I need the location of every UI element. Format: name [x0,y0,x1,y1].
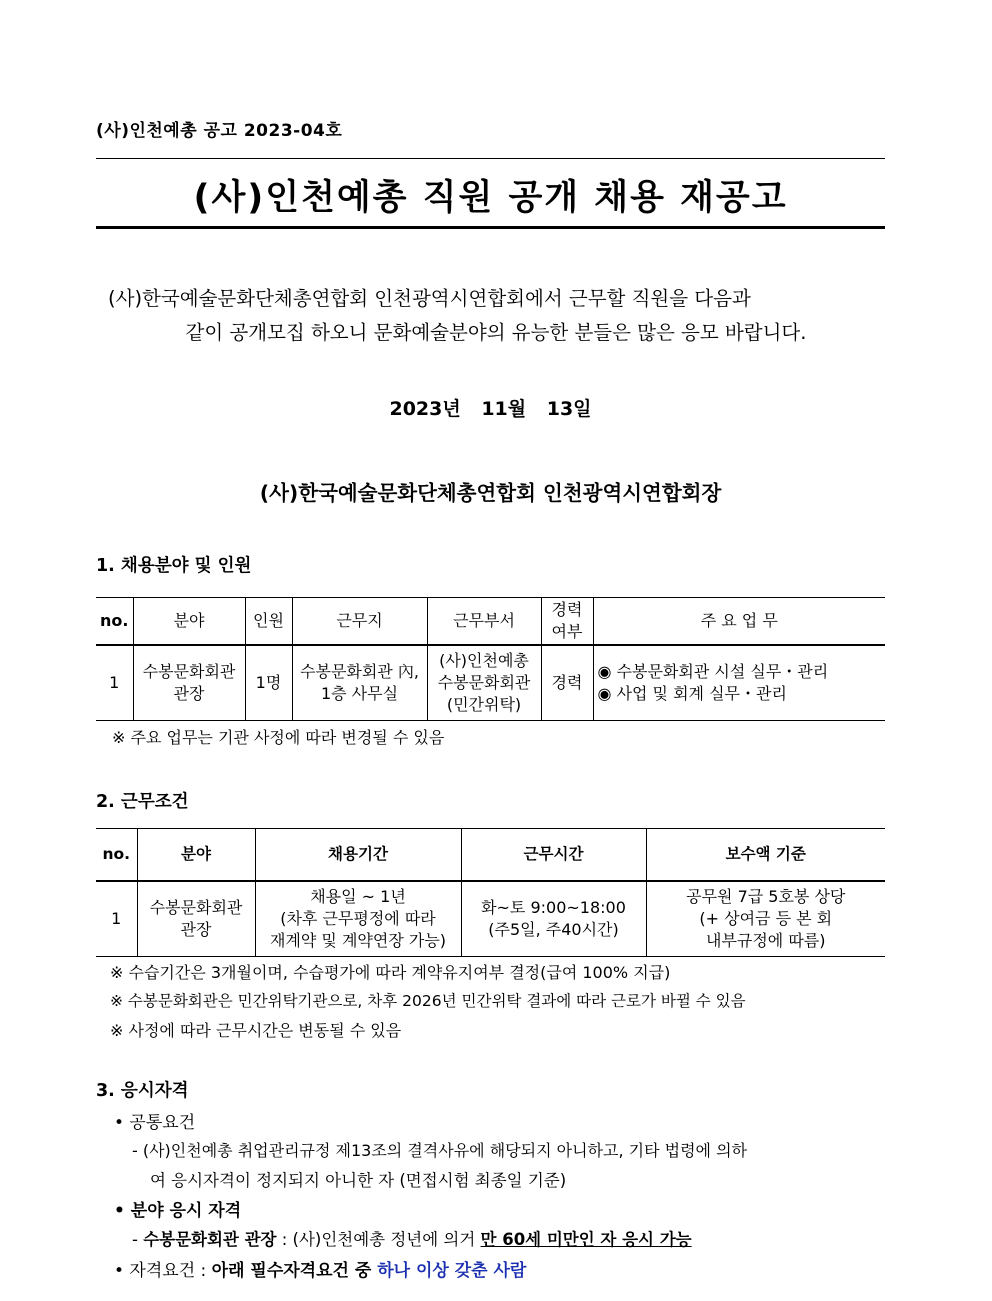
cell-workplace-line-2: 1층 사무실 [320,683,399,703]
cell-field [137,881,255,957]
header-field: 분야 [133,598,245,645]
announcement-date: 2023년 11월 13일 [389,398,592,420]
cell-workplace [292,645,427,721]
cell-period [255,881,461,957]
header-workplace: 근무지 [292,598,427,645]
qualification-requirements-line [114,1256,526,1281]
header-duties: 주 요 업 무 [593,598,885,645]
field-qualification-line [132,1226,692,1250]
table-header-row [96,829,885,881]
cell-hours-line-1: 화~토 9:00~18:00 [481,897,626,917]
page-title: (사)인천예총 직원 공개 채용 재공고 [193,178,788,218]
header-experience-line-1: 경력 [551,599,583,619]
cell-pay [646,881,885,957]
header-field: 분야 [137,829,255,881]
header-experience [541,598,593,645]
header-count: 인원 [245,598,292,645]
header-hours: 근무시간 [461,829,646,881]
header-experience-line-2: 여부 [551,621,583,641]
field-qualification-mid: : (사)인천예총 정년에 의거 [276,1230,481,1249]
cell-no: 1 [96,645,133,721]
field-qualification-role: 수봉문화회관 관장 [143,1230,277,1249]
cell-field-line-1: 수봉문화회관 [149,897,243,917]
intro-paragraph [108,282,884,350]
header-no: no. [96,829,137,881]
header-pay: 보수액 기준 [646,829,885,881]
header-period: 채용기간 [255,829,461,881]
field-qualification-label: • 분야 응시 자격 [114,1201,242,1221]
header-department: 근무부서 [427,598,541,645]
table-row [96,645,885,721]
duty-item-2: ◉ 사업 및 회계 실무・관리 [597,683,787,703]
cell-count: 1명 [245,645,292,721]
common-requirements-label: • 공통요건 [114,1113,196,1133]
cell-department-line-2: 수봉문화회관 [437,672,531,692]
common-requirement-line-1: - (사)인천예총 취업관리규정 제13조의 결격사유에 해당되지 아니하고, 기타 법령에 의하 [132,1141,747,1160]
section-1-heading: 1. 채용분야 및 인원 [96,556,252,576]
cell-pay-line-2: (+ 상여금 등 본 회 [699,908,833,928]
table-row [96,881,885,957]
section-2-heading: 2. 근무조건 [96,792,189,812]
section-3-heading: 3. 응시자격 [96,1081,189,1101]
cell-duties [593,645,885,721]
cell-field-line-1: 수봉문화회관 [142,661,236,681]
section-2-note-3: ※ 사정에 따라 근무시간은 변동될 수 있음 [110,1021,402,1040]
table-header-row [96,598,885,645]
section-2-note-2: ※ 수봉문화회관은 민간위탁기관으로, 차후 2026년 민간위탁 결과에 따라 근로가 바뀔 수 있음 [110,992,746,1010]
qualification-highlight: 하나 이상 갖춘 사람 [377,1261,527,1281]
cell-no: 1 [96,881,137,957]
title-top-rule [96,158,885,159]
field-qualification-prefix: - [132,1230,144,1249]
section-1-note: ※ 주요 업무는 기관 사정에 따라 변경될 수 있음 [112,728,445,747]
cell-period-line-3: 재계약 및 계약연장 가능) [269,930,447,950]
working-conditions-table [96,828,885,957]
qualification-bold: 아래 필수자격요건 중 [211,1261,378,1281]
organization-name: (사)한국예술문화단체총연합회 인천광역시연합회장 [259,481,722,505]
qualification-prefix: • 자격요건 : [114,1261,212,1281]
cell-workplace-line-1: 수봉문화회관 內, [300,661,419,681]
cell-department-line-1: (사)인천예총 [439,650,529,670]
cell-experience: 경력 [541,645,593,721]
section-2-note-1: ※ 수습기간은 3개월이며, 수습평가에 따라 계약유지여부 결정(급여 100% 지급) [110,963,671,982]
title-bottom-rule [96,226,885,229]
cell-field-line-2: 관장 [180,919,212,939]
cell-hours-line-2: (주5일, 주40시간) [488,919,619,939]
cell-department-line-3: (민간위탁) [446,694,522,714]
recruitment-table [96,597,885,721]
cell-hours [461,881,646,957]
duty-item-1: ◉ 수봉문화회관 시설 실무・관리 [597,661,829,681]
cell-field-line-2: 관장 [173,683,205,703]
intro-line-1: (사)한국예술문화단체총연합회 인천광역시연합회에서 근무할 직원을 다음과 [108,287,751,310]
cell-period-line-1: 채용일 ~ 1년 [310,886,406,906]
field-qualification-condition: 만 60세 미만인 자 응시 가능 [480,1230,692,1249]
cell-department [427,645,541,721]
intro-line-2: 같이 공개모집 하오니 문화예술분야의 유능한 분들은 많은 응모 바랍니다. [185,321,807,344]
header-no: no. [96,598,133,645]
cell-field [133,645,245,721]
cell-period-line-2: (차후 근무평정에 따라 [280,908,436,928]
cell-pay-line-1: 공무원 7급 5호봉 상당 [686,886,846,906]
notice-number: (사)인천예총 공고 2023-04호 [96,121,343,141]
cell-pay-line-3: 내부규정에 따름) [705,930,826,950]
common-requirement-line-2: 여 응시자격이 정지되지 아니한 자 (면접시험 최종일 기준) [150,1171,567,1190]
